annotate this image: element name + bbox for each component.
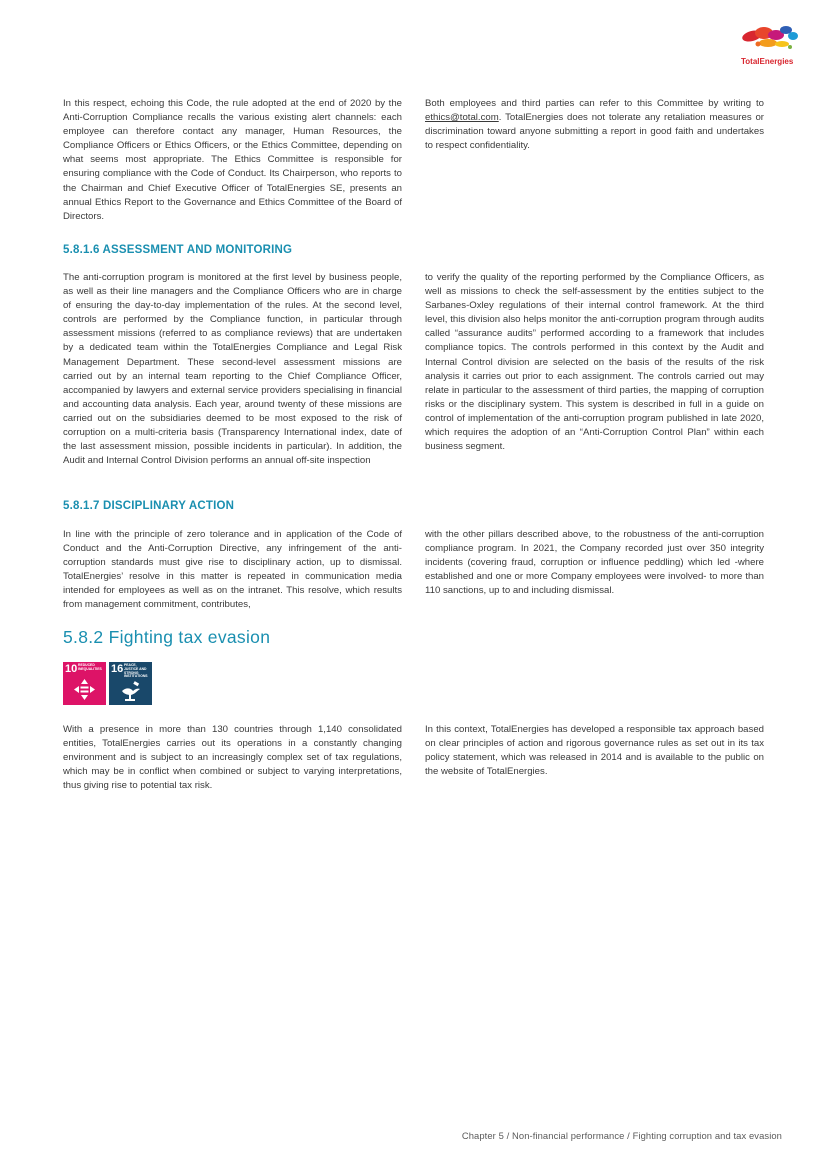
assessment-right-paragraph (425, 271, 764, 454)
tax-left-text: With a presence in more than 130 countries through 1,140 consolidated entities, TotalEnergies carries out its operations in a constantly changing environment and is subject to an increasingly complex set of tax regulations, which may be in conflict when combined or subject to varying interpretations, thus giving rise to potential tax risk. (63, 724, 402, 792)
intro-right-post: . TotalEnergies does not tolerate any retaliation measures or discrimination toward anyone submitting a report in good faith and undertakes to respect confidentiality. (425, 112, 764, 152)
heading-disciplinary-action: 5.8.1.7 DISCIPLINARY ACTION (63, 500, 235, 512)
dove-gavel-icon (119, 679, 142, 702)
intro-right-paragraph (425, 97, 764, 153)
sdg-16-title: PEACE, JUSTICE AND STRONG INSTITUTIONS (124, 663, 148, 679)
assessment-left-paragraph (63, 271, 402, 468)
disciplinary-left-paragraph (63, 528, 402, 613)
sdg-16-icon (109, 662, 152, 705)
equality-icon (73, 678, 96, 701)
intro-right-text (425, 97, 764, 153)
disciplinary-right-text: with the other pillars described above, to the robustness of the anti-corruption compliance program. In 2021, the Company recorded just over 350 integrity incidents (covering fraud, corruption or influence peddling) which led -where established and one or more Company employees were involved- to more than 110 sanctions, up to and including dismissal. (425, 529, 764, 597)
disciplinary-right-paragraph (425, 528, 764, 598)
page-footer: Chapter 5 / Non-financial performance / Fighting corruption and tax evasion (461, 1130, 782, 1141)
intro-left-paragraph (63, 97, 402, 224)
ethics-email-link[interactable]: ethics@total.com (425, 112, 499, 124)
disciplinary-left-text: In line with the principle of zero tolerance and in application of the Code of Conduct and the Anti-Corruption Directive, any infringement of the anti-corruption standards must give rise to disciplinary action, up to dismissal. TotalEnergies’ resolve in this matter is repeated in communication media intended for employees as well as on the intranet. This resolve, which results from management commitment, contributes, (63, 529, 402, 611)
intro-right-pre: Both employees and third parties can refer to this Committee by writing to (425, 98, 764, 109)
sdg-10-icon (63, 662, 106, 705)
heading-fighting-tax-evasion: 5.8.2 Fighting tax evasion (63, 627, 271, 647)
heading-assessment-monitoring: 5.8.1.6 ASSESSMENT AND MONITORING (63, 244, 293, 256)
sdg-10-title: REDUCED INEQUALITIES (78, 663, 102, 671)
tax-right-paragraph (425, 723, 764, 779)
logo-text: TotalEnergies (741, 57, 794, 66)
tax-right-text: In this context, TotalEnergies has developed a responsible tax approach based on clear principles of action and rigorous governance rules as set out in its tax policy statement, which was released in 2014 and is available to the public on the website of TotalEnergies. (425, 724, 764, 778)
sdg-10-number: 10 (65, 663, 78, 675)
intro-left-text: In this respect, echoing this Code, the rule adopted at the end of 2020 by the Anti-Corruption Compliance recalls the various existing alert channels: each employee can therefore contact any manager, Human Resources, the Compliance Officers or Ethics Officers, or the Ethics Committee, depending on what seems most appropriate. The Ethics Committee is responsible for ensuring compliance with the Code of Conduct. Its Chairperson, who reports to the Chairman and Chief Executive Officer of TotalEnergies SE, presents an annual Ethics Report to the Governance and Ethics Committee of the Board of Directors. (63, 98, 402, 222)
assessment-right-text: to verify the quality of the reporting performed by the Compliance Officers, as well as missions to check the self-assessment by the entities subject to the Sarbanes-Oxley regulations of their internal control framework. At the third level, this division also helps monitor the anti-corruption program through audits called “assurance audits” performed according to a framework that includes compliance topics. The controls performed in this context by the Audit and Internal Control division are selected on the basis of the results of the risk analysis it carries out prior to each assignment. The controls carried out may relate in particular to the assessment of third parties, the mapping of corruption risks or the disciplinary system. This system is described in full in a guide on control of implementation of the anti-corruption program published in late 2020, which requires the adoption of an “Anti-Corruption Control Plan” within each business segment. (425, 272, 764, 453)
assessment-left-text: The anti-corruption program is monitored at the first level by business people, as well as their line managers and the Compliance Officers who are in charge of ensuring the day-to-day implementation of the rules. At the second level, controls are performed by the Compliance function, in particular through assessment missions (referred to as compliance reviews) that are undertaken by a dedicated team within the TotalEnergies Compliance and Legal Risk Management Department. These second-level assessment missions are carried out by an internal team reporting to the Chief Compliance Officer, accompanied by lawyers and external service providers specialising in financial and accounting data analysis. Each year, around twenty of these missions are carried out on the subsidiaries deemed to be most exposed to the risk of corruption on a multi-criteria basis (Transparency International index, date of the last assessment mission, possible incidents in particular). In addition, the Audit and Internal Control Division performs an annual off-site inspection (63, 272, 402, 467)
sdg-16-number: 16 (111, 663, 124, 675)
tax-left-paragraph (63, 723, 402, 793)
